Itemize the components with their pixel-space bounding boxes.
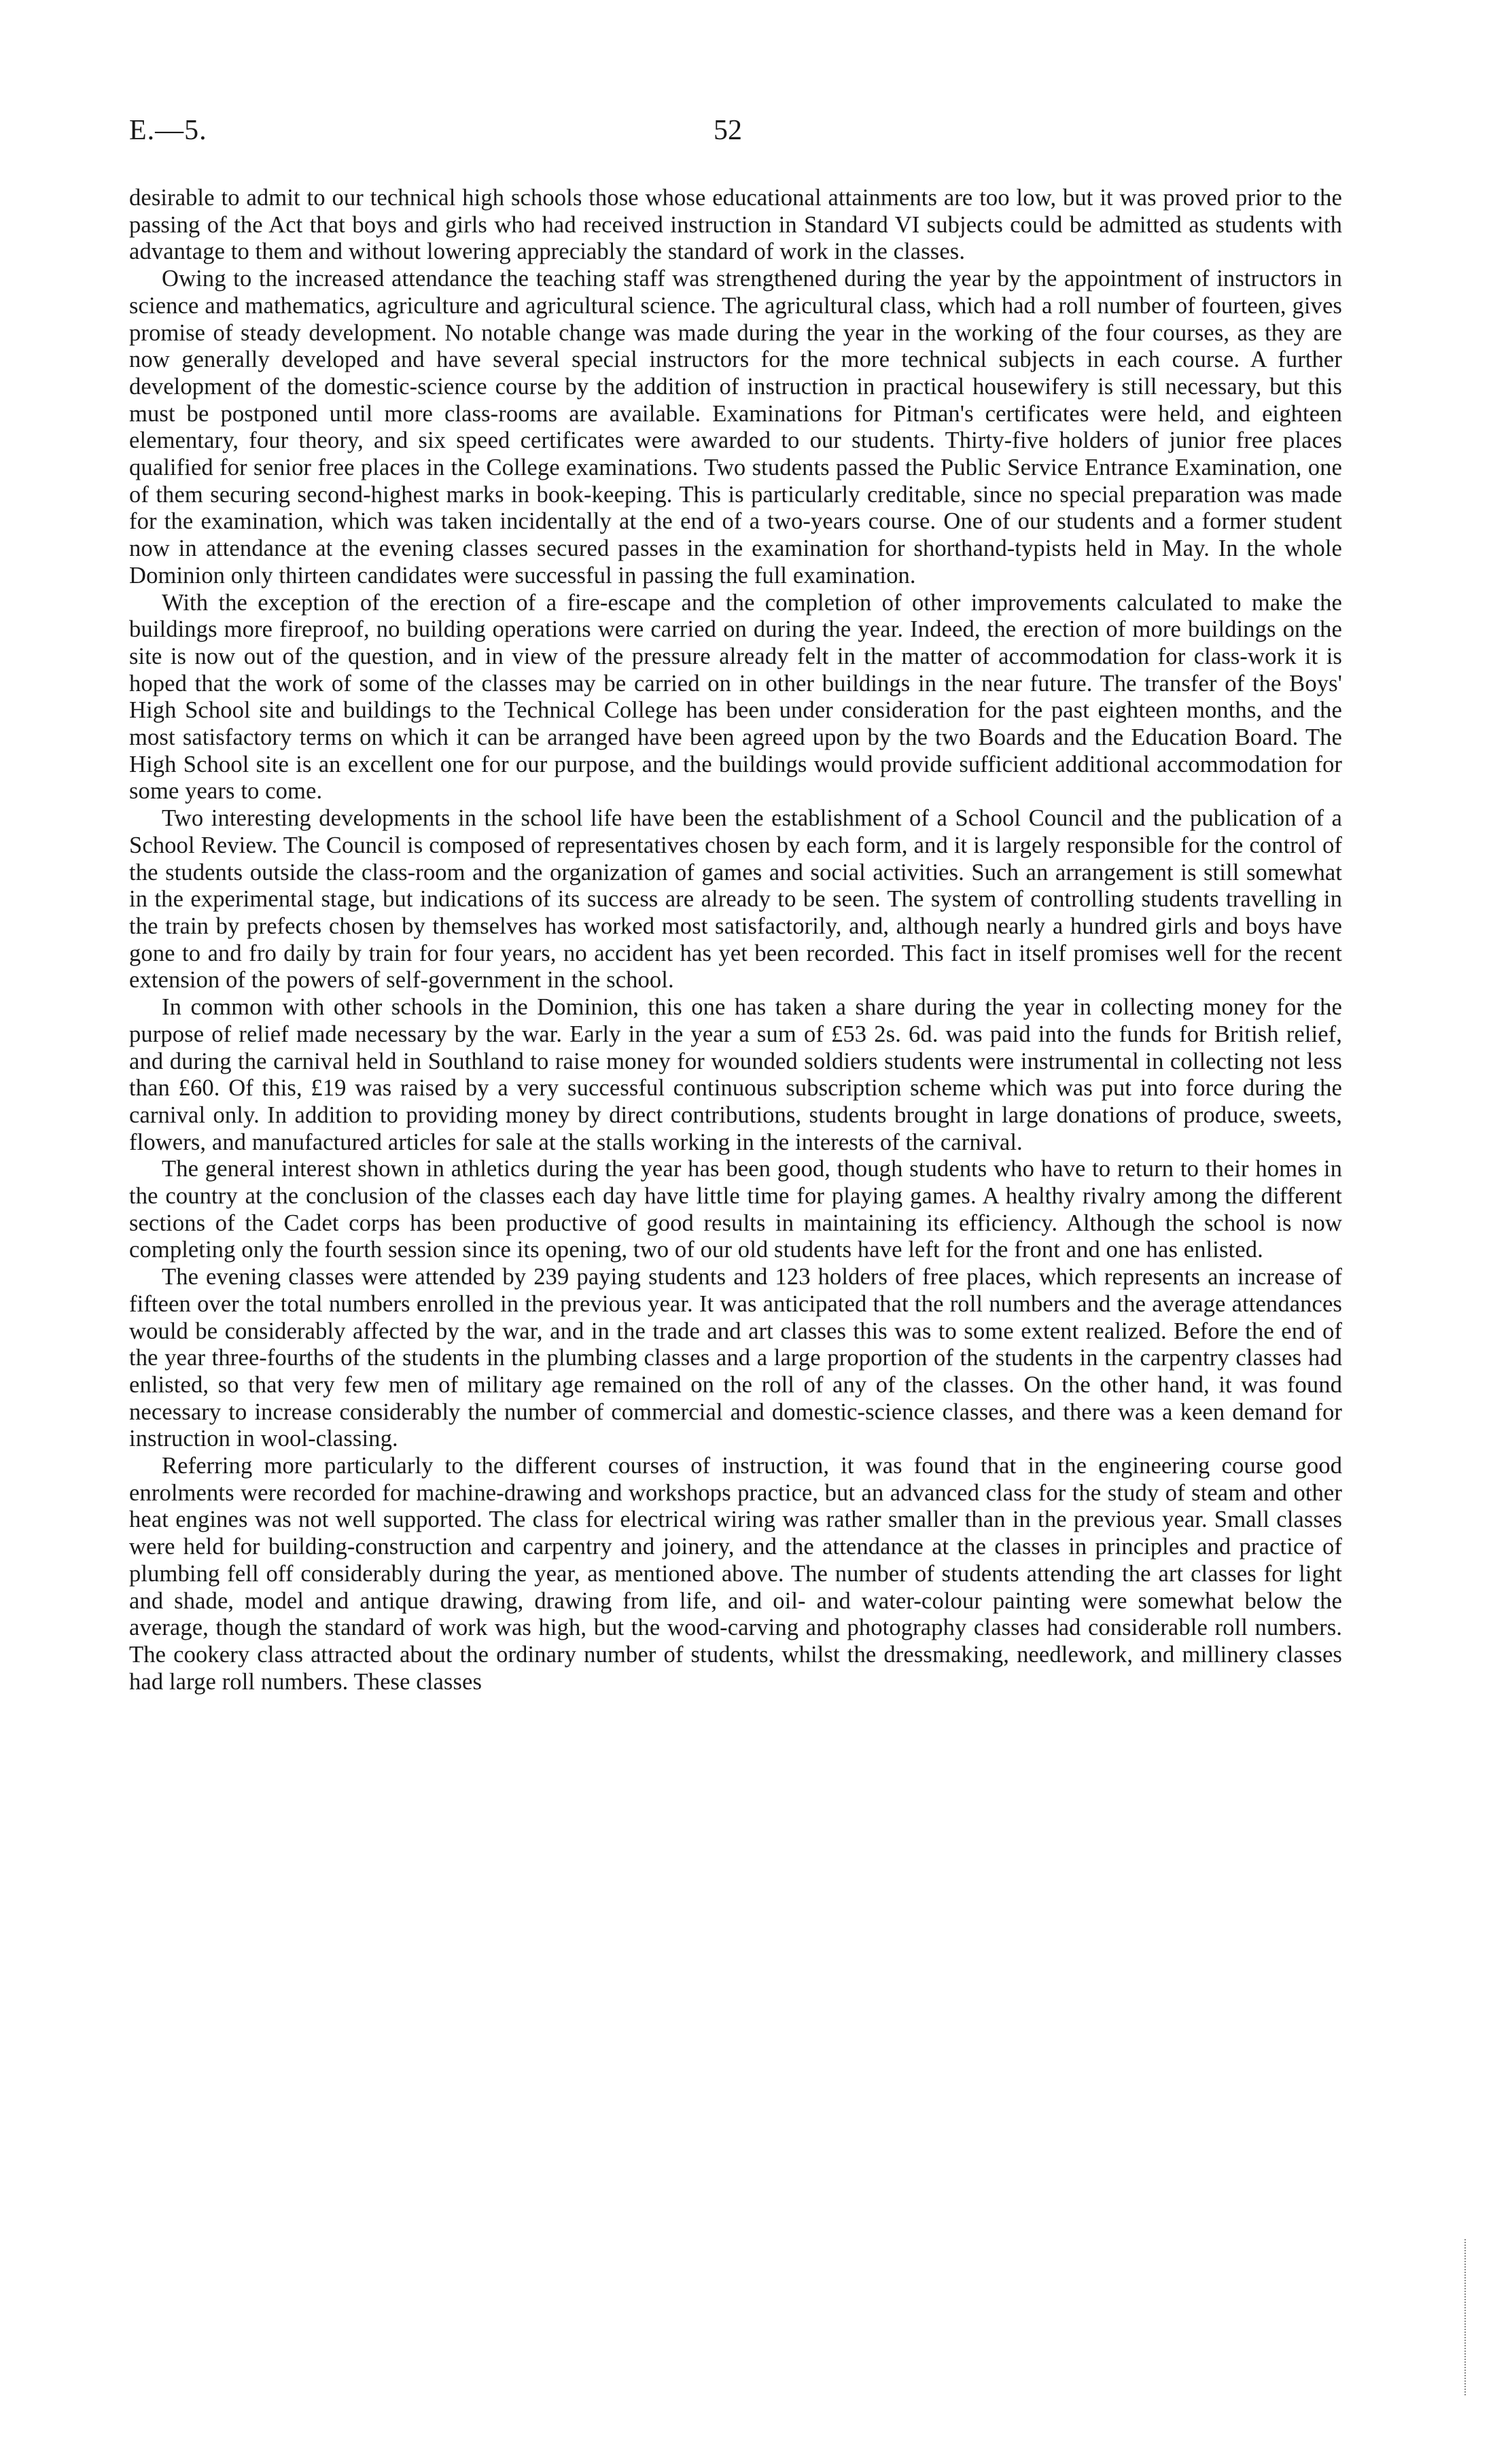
paragraph-athletics: The general interest shown in athletics during the year has been good, though students who have to return to their homes in the country at the conclusion of the classes each day have little time for playing games. A healthy rivalry among the different sections of the Cadet corps has been productive of good results in maintaining its efficiency. Although the school is now completing only the fourth session since its opening, two of our old students have left for the front and one has enlisted. <box>129 1156 1342 1263</box>
margin-dotted-line <box>1464 2239 1469 2395</box>
paragraph-war-relief: In common with other schools in the Dominion, this one has taken a share during the year in collecting money for the purpose of relief made necessary by the war. Early in the year a sum of £53 2s. 6d. was paid into the funds for British relief, and during the carnival held in Southland to raise money for wounded soldiers students were instrumental in collecting not less than £60. Of this, £19 was raised by a very successful continuous subscription scheme which was put into force during the carnival only. In addition to providing money by direct contributions, students brought in large donations of produce, sweets, flowers, and manufactured articles for sale at the stalls working in the interests of the carnival. <box>129 994 1342 1155</box>
paragraph-school-life: Two interesting developments in the school life have been the establishment of a School Council and the publication of a School Review. The Council is composed of representatives chosen by each form, and it is largely responsible for the control of the students outside the class-room and the organization of games and social activities. Such an arrangement is still somewhat in the experimental stage, but indications of its success are already to be seen. The system of controlling students travelling in the train by prefects chosen by themselves has worked most satisfactorily, and, although nearly a hundred girls and boys have gone to and fro daily by train for four years, no accident has yet been recorded. This fact in itself promises well for the recent extension of the powers of self-government in the school. <box>129 805 1342 993</box>
document-reference: E.—5. <box>129 115 207 146</box>
paragraph-evening-classes: The evening classes were attended by 239 paying students and 123 holders of free places, which represents an increase of fifteen over the total numbers enrolled in the previous year. It was anticipated that the roll numbers and the average attendances would be considerably affected by the war, and in the trade and art classes this was to some extent realized. Before the end of the year three-fourths of the students in the plumbing classes and a large proportion of the students in the carpentry classes had enlisted, so that very few men of military age remained on the roll of any of the classes. On the other hand, it was found necessary to increase considerably the number of commercial and domestic-science classes, and there was a keen demand for instruction in wool-classing. <box>129 1264 1342 1452</box>
page-header <box>129 114 1342 155</box>
paragraph-teaching-staff: Owing to the increased attendance the teaching staff was strengthened during the year by the appointment of instructors in science and mathematics, agriculture and agricultural science. The agricultural class, which had a roll number of fourteen, gives promise of steady development. No notable change was made during the year in the working of the four courses, as they are now generally developed and have several special instructors for the more technical subjects in each course. A further development of the domestic-science course by the addition of instruction in practical housewifery is still necessary, but this must be postponed until more class-rooms are available. Examinations for Pitman's certificates were held, and eighteen elementary, four theory, and six speed certificates were awarded to our students. Thirty-five holders of junior free places qualified for senior free places in the College examinations. Two students passed the Public Service Entrance Examination, one of them securing second-highest marks in book-keeping. This is particularly creditable, since no special preparation was made for the examination, which was taken incidentally at the end of a two-years course. One of our students and a former student now in attendance at the evening classes secured passes in the examination for shorthand-typists held in May. In the whole Dominion only thirteen candidates were successful in passing the full examination. <box>129 266 1342 588</box>
paragraph-buildings: With the exception of the erection of a fire-escape and the completion of other improvements calculated to make the buildings more fireproof, no building operations were carried on during the year. Indeed, the erection of more buildings on the site is now out of the question, and in view of the pressure already felt in the matter of accommodation for class-work it is hoped that the work of some of the classes may be carried on in other buildings in the near future. The transfer of the Boys' High School site and buildings to the Technical College has been under consideration for the past eighteen months, and the most satisfactory terms on which it can be arranged have been agreed upon by the two Boards and the Education Board. The High School site is an excellent one for our purpose, and the buildings would provide sufficient additional accommodation for some years to come. <box>129 589 1342 805</box>
paragraph-continuation: desirable to admit to our technical high schools those whose educational attainments are too low, but it was proved prior to the passing of the Act that boys and girls who had received instruction in Standard VI subjects could be admitted as students with advantage to them and without lowering appreciably the standard of work in the classes. <box>129 185 1342 265</box>
page-number: 52 <box>714 115 742 146</box>
paragraph-courses: Referring more particularly to the different courses of instruction, it was found that in the engineering course good enrolments were recorded for machine-drawing and workshops practice, but an advanced class for the study of steam and other heat engines was not well supported. The class for electrical wiring was rather smaller than in the previous year. Small classes were held for building-construction and carpentry and joinery, and the attendance at the classes in principles and practice of plumbing fell off considerably during the year, as mentioned above. The number of students attending the art classes for light and shade, model and antique drawing, drawing from life, and oil- and water-colour painting were somewhat below the average, though the standard of work was high, but the wood-carving and photography classes had considerable roll numbers. The cookery class attracted about the ordinary number of students, whilst the dressmaking, needlework, and millinery classes had large roll numbers. These classes <box>129 1453 1342 1695</box>
body-text <box>129 185 1342 1695</box>
